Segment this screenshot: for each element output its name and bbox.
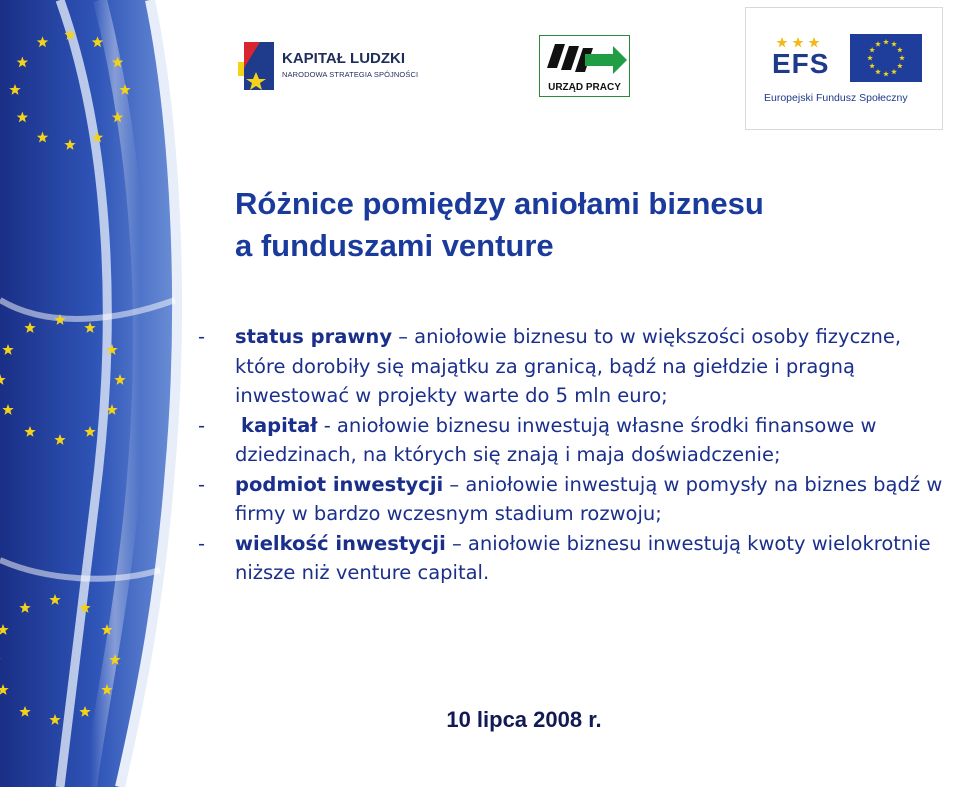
- kapital-ludzki-emblem-icon: [238, 38, 278, 94]
- eu-flag-decoration: [0, 0, 185, 787]
- urzad-pracy-logo: [539, 35, 630, 97]
- kapital-ludzki-logo: [238, 38, 423, 96]
- efs-logo: [745, 7, 943, 130]
- efs-letters: EFS: [772, 48, 830, 79]
- bullet-list: [198, 322, 956, 588]
- kapital-ludzki-subtitle: NARODOWA STRATEGIA SPÓJNOŚCI: [282, 70, 419, 79]
- bullet-text: – aniołowie biznesu to w większości osoby fizyczne, które dorobiły się majątku za granicą, bądź na giełdzie i pragną inwestować w projekty warte do 5 mln euro;: [235, 325, 902, 407]
- urzad-pracy-label: URZĄD PRACY: [548, 82, 621, 93]
- bullet-dash: -: [198, 325, 206, 348]
- bullet-text: – aniołowie inwestują w pomysły na biznes bądź w firmy w bardzo wczesnym stadium rozwoju;: [235, 472, 943, 525]
- bullet-item-kapital: [198, 411, 956, 470]
- eu-flag-icon: [850, 34, 922, 82]
- bullet-text: – aniołowie biznesu inwestują kwoty wielokrotnie niższe niż venture capital.: [235, 531, 931, 584]
- slide-date: 10 lipca 2008 r.: [446, 707, 602, 732]
- bullet-item-status-prawny: [198, 322, 956, 411]
- kapital-ludzki-name: KAPITAŁ LUDZKI: [282, 50, 406, 67]
- bullet-term: podmiot inwestycji: [235, 472, 444, 496]
- bullet-item-podmiot-inwestycji: [198, 470, 956, 529]
- bullet-dash: -: [198, 413, 206, 437]
- bullet-term: kapitał: [241, 413, 318, 437]
- efs-caption: Europejski Fundusz Społeczny: [764, 92, 908, 104]
- bullet-text: - aniołowie biznesu inwestują własne środki finansowe w dziedzinach, na których się znają i maja doświadczenie;: [235, 413, 877, 466]
- bullet-item-wielkosc-inwestycji: [198, 529, 956, 588]
- bullet-term: wielkość inwestycji: [235, 531, 446, 555]
- bullet-dash: -: [198, 472, 206, 496]
- slide-title-line-2: a funduszami venture: [235, 228, 554, 263]
- slide-title: [235, 183, 764, 267]
- bullet-term: status prawny: [235, 325, 393, 348]
- bullet-dash: -: [198, 531, 206, 555]
- urzad-pracy-arrow-icon: [541, 38, 629, 82]
- slide-title-line-1: Różnice pomiędzy aniołami biznesu: [235, 186, 764, 221]
